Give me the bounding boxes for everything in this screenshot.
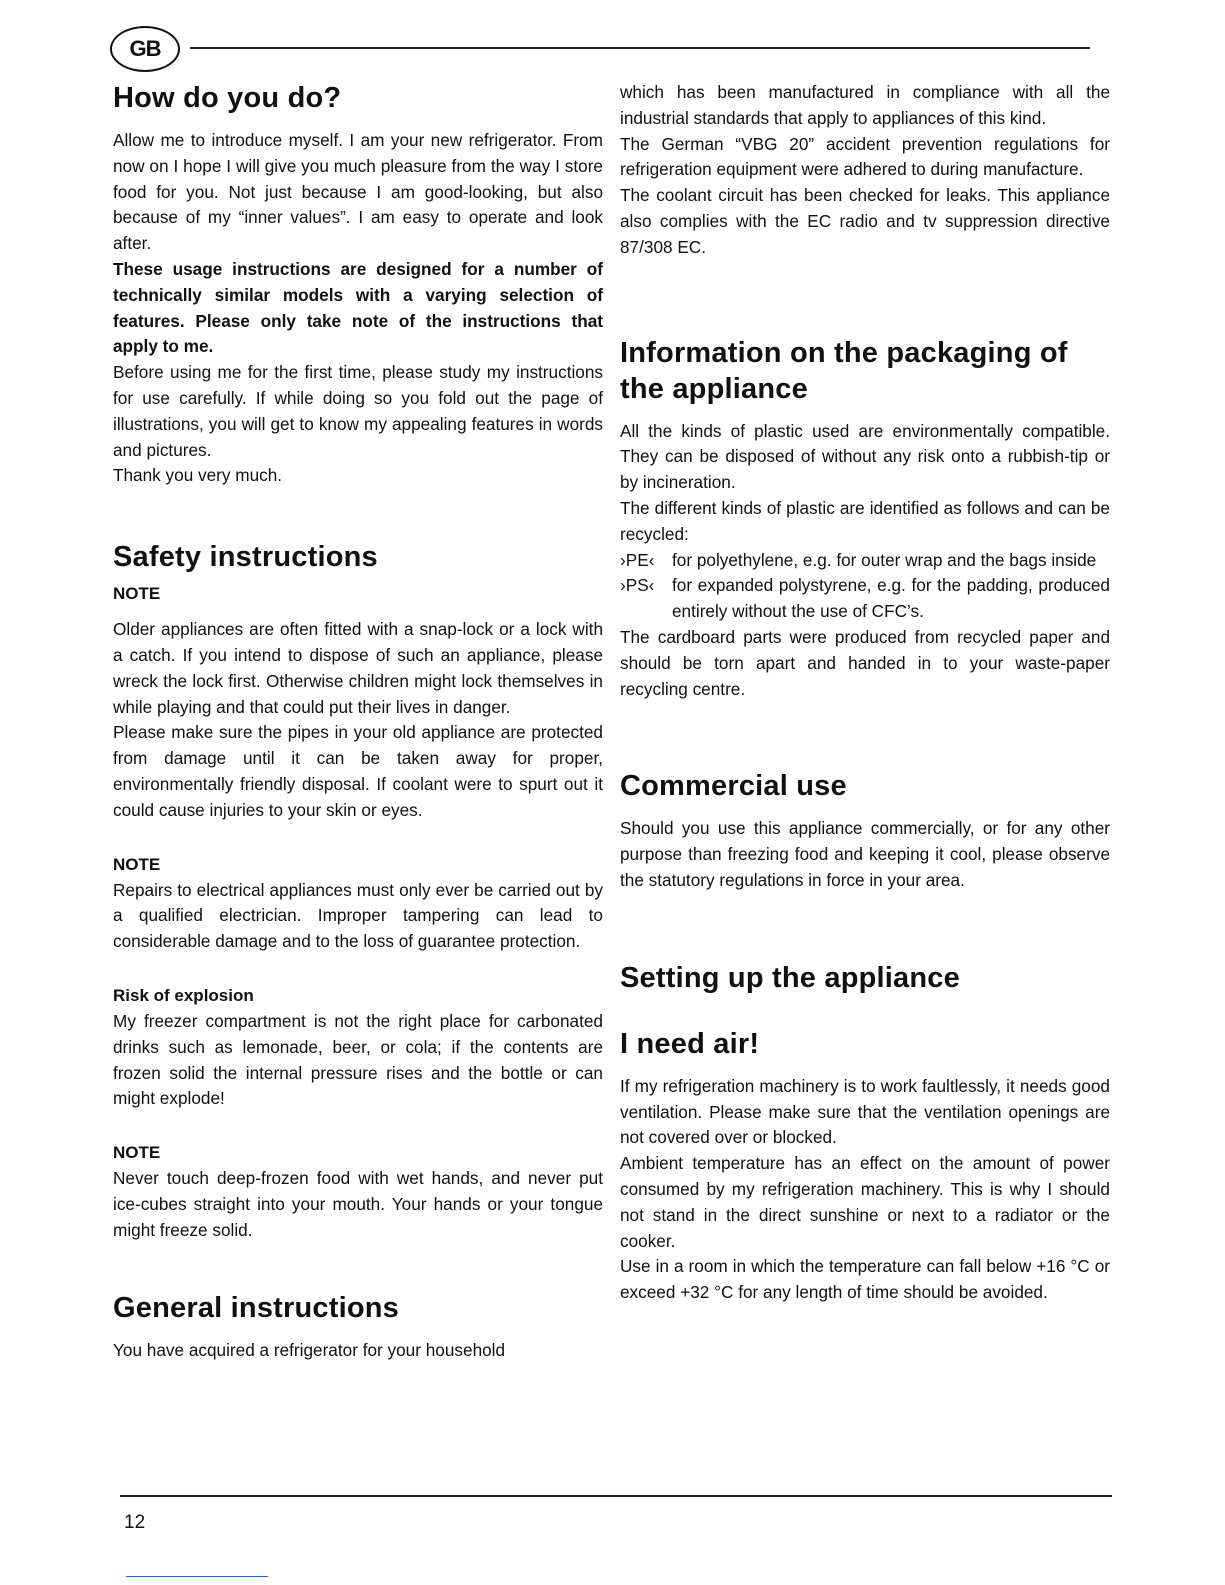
ventilation-paragraph: If my refrigeration machinery is to work faultlessly, it needs good ventilation. Please make sure that the ventilation openings are not covered over or blocked. bbox=[620, 1075, 1110, 1148]
footnote-link-underline bbox=[126, 1576, 268, 1577]
intro-paragraph-2: Before using me for the first time, please study my instructions for use carefully. If while doing so you fold out the page of illustrations, you will get to know my appealing features in words and pictures. bbox=[113, 362, 603, 460]
heading-setting-up: Setting up the appliance bbox=[620, 961, 960, 994]
footer-divider bbox=[120, 1495, 1112, 1497]
right-column bbox=[620, 80, 1110, 1306]
plastic-description: for polyethylene, e.g. for outer wrap and the bags inside bbox=[672, 549, 1097, 570]
note-label: NOTE bbox=[113, 854, 161, 874]
thank-you-text: Thank you very much. bbox=[113, 465, 283, 486]
usage-notice: These usage instructions are designed for a number of technically similar models with a varying selection of features. Please only take note of the instructions that apply to me. bbox=[113, 258, 603, 357]
intro-paragraph: Allow me to introduce myself. I am your new refrigerator. From now on I hope I will give you much pleasure from the way I store food for you. Not just because I am good-looking, but also because of my “inner values”. I am easy to operate and look after. bbox=[113, 130, 603, 254]
general-continued-paragraph: which has been manufactured in compliance with all the industrial standards that apply to appliances of this kind. bbox=[620, 82, 1110, 128]
plastic-description: for expanded polystyrene, e.g. for the padding, produced entirely without the use of CFC’s. bbox=[672, 575, 1110, 622]
coolant-circuit-paragraph: The coolant circuit has been checked for leaks. This appliance also complies with the EC radio and tv suppression directive 87/308 EC. bbox=[620, 185, 1110, 257]
ambient-temperature-paragraph: Ambient temperature has an effect on the amount of power consumed by my refrigeration machinery. This is why I should not stand in the direct sunshine or next to a radiator or the cooker. bbox=[620, 1153, 1110, 1251]
cardboard-paragraph: The cardboard parts were produced from recycled paper and should be torn apart and handed in to your waste-paper recycling centre. bbox=[620, 626, 1110, 699]
risk-of-explosion-label: Risk of explosion bbox=[113, 985, 254, 1005]
heading-general-instructions: General instructions bbox=[113, 1291, 400, 1324]
general-instructions-paragraph: You have acquired a refrigerator for your household bbox=[113, 1339, 506, 1360]
left-column bbox=[113, 80, 603, 1363]
heading-commercial-use: Commercial use bbox=[620, 770, 847, 803]
plastic-code: ›PE‹ bbox=[620, 549, 655, 570]
heading-safety-instructions: Safety instructions bbox=[113, 541, 378, 574]
plastic-list-item-ps bbox=[620, 573, 1110, 625]
risk-of-explosion-paragraph: My freezer compartment is not the right place for carbonated drinks such as lemonade, beer, or cola; if the contents are frozen solid the internal pressure rises and the bottle or can might explode! bbox=[113, 1010, 603, 1109]
plastic-list-item-pe bbox=[620, 548, 1110, 574]
heading-packaging-information: Information on the packaging of the appliance bbox=[620, 336, 1068, 405]
heading-how-do-you-do: How do you do? bbox=[113, 82, 342, 114]
note-lock-paragraph: Older appliances are often fitted with a snap-lock or a lock with a catch. If you intend to dispose of such an appliance, please wreck the lock first. Otherwise children might lock themselves in while playing and that could put their lives in danger. bbox=[113, 619, 603, 717]
room-temperature-paragraph: Use in a room in which the temperature can fall below +16 °C or exceed +32 °C for any length of time should be avoided. bbox=[620, 1256, 1110, 1303]
header-divider bbox=[190, 47, 1090, 49]
commercial-use-paragraph: Should you use this appliance commercially, or for any other purpose than freezing food and keeping it cool, please observe the statutory regulations in force in your area. bbox=[620, 818, 1110, 890]
note-frozen-food-paragraph: Never touch deep-frozen food with wet hands, and never put ice-cubes straight into your mouth. Your hands or your tongue might freeze solid. bbox=[113, 1168, 603, 1240]
language-code: GB bbox=[129, 36, 161, 61]
packaging-paragraph-1: All the kinds of plastic used are environmentally compatible. They can be disposed of without any risk onto a rubbish-tip or by incineration. bbox=[620, 420, 1110, 493]
note-label: NOTE bbox=[113, 584, 161, 604]
page-number: 12 bbox=[124, 1512, 146, 1533]
language-badge-gb bbox=[110, 26, 180, 72]
note-repairs-paragraph: Repairs to electrical appliances must only ever be carried out by a qualified electrician. Improper tampering can lead to considerable damage and to the loss of guarantee protection. bbox=[113, 879, 603, 952]
note-label: NOTE bbox=[113, 1143, 161, 1163]
note-pipes-paragraph: Please make sure the pipes in your old appliance are protected from damage until it can be taken away for proper, environmentally friendly disposal. If coolant were to spurt out it could cause injuries to your skin or eyes. bbox=[113, 722, 603, 820]
plastic-code: ›PS‹ bbox=[620, 575, 655, 596]
heading-i-need-air: I need air! bbox=[620, 1027, 760, 1060]
packaging-paragraph-2: The different kinds of plastic are identified as follows and can be recycled: bbox=[620, 497, 1110, 544]
vbg-regulations-paragraph: The German “VBG 20” accident prevention regulations for refrigeration equipment were adhered to during manufacture. bbox=[620, 133, 1110, 180]
